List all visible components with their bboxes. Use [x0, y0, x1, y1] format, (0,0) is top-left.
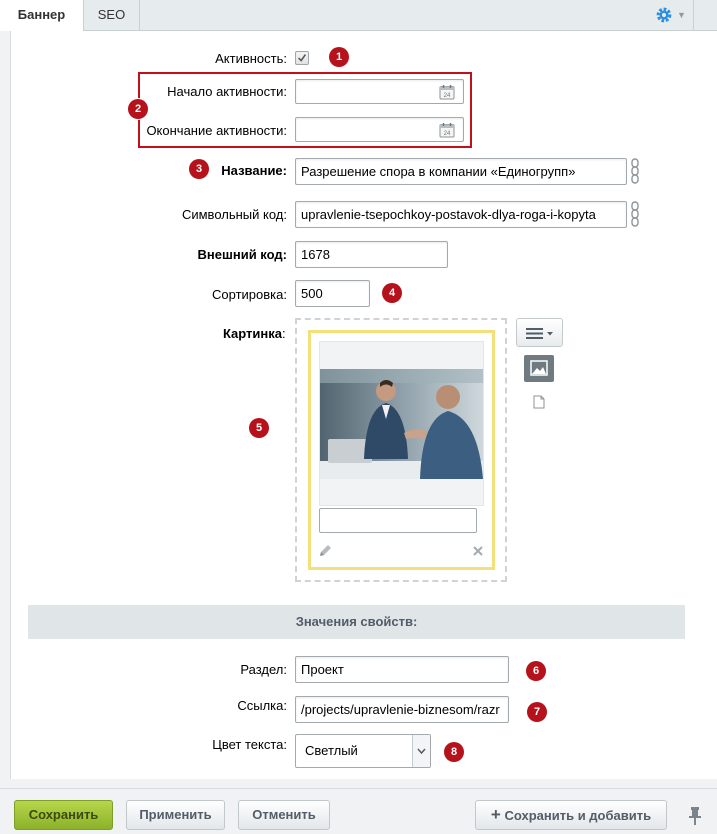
picture-label-colon: : [282, 326, 286, 341]
pencil-icon[interactable] [318, 544, 332, 558]
text-color-value: Светлый [305, 743, 358, 758]
chevron-down-icon[interactable]: ▼ [677, 10, 686, 20]
picture-label: Картинка [222, 326, 282, 341]
external-code-input[interactable]: 1678 [295, 241, 448, 268]
link-label: Ссылка: [237, 698, 287, 713]
file-icon[interactable] [533, 395, 545, 409]
chevron-down-icon [417, 747, 426, 755]
select-arrow [412, 735, 430, 767]
code-label: Символьный код: [181, 207, 287, 222]
cancel-button[interactable]: Отменить [238, 800, 330, 830]
badge-2: 2 [128, 99, 148, 119]
tab-bar [0, 0, 717, 31]
link-input[interactable]: /projects/upravlenie-biznesom/razr [295, 696, 509, 723]
active-checkbox[interactable] [295, 51, 309, 65]
badge-1: 1 [329, 47, 349, 67]
chain-link-icon[interactable] [630, 158, 640, 184]
badge-3: 3 [189, 159, 209, 179]
text-color-select[interactable] [295, 734, 431, 768]
badge-5: 5 [249, 418, 269, 438]
svg-text:24: 24 [443, 93, 451, 99]
apply-button[interactable]: Применить [126, 800, 225, 830]
text-color-label: Цвет текста: [212, 737, 287, 752]
active-label: Активность: [215, 51, 287, 66]
handshake-photo [320, 369, 483, 479]
end-date-label: Окончание активности: [146, 123, 287, 138]
plus-icon: + [490, 805, 501, 824]
external-code-label: Внешний код: [197, 247, 287, 262]
picture-menu-button[interactable] [516, 318, 563, 347]
badge-4: 4 [382, 283, 402, 303]
close-icon[interactable] [472, 545, 484, 557]
badge-7: 7 [527, 702, 547, 722]
start-date-label: Начало активности: [167, 84, 287, 99]
calendar-icon[interactable] [439, 84, 455, 100]
tab-seo[interactable]: SEO [84, 0, 140, 30]
code-input[interactable]: upravlenie-tsepochkoy-postavok-dlya-roga-i-kopyta [295, 201, 627, 228]
save-button[interactable]: Сохранить [14, 800, 113, 830]
badge-8: 8 [444, 742, 464, 762]
menu-icon [526, 328, 554, 339]
check-icon [296, 52, 308, 64]
image-mode-button[interactable] [524, 355, 554, 382]
save-and-add-button[interactable] [475, 800, 667, 830]
calendar-icon[interactable] [439, 122, 455, 138]
gear-icon[interactable] [655, 6, 673, 24]
properties-header: Значения свойств: [28, 605, 685, 639]
sort-label: Сортировка: [212, 287, 287, 302]
chain-link-icon[interactable] [630, 201, 640, 227]
pin-icon[interactable] [688, 806, 702, 826]
name-input[interactable]: Разрешение спора в компании «Единогрупп» [295, 158, 627, 185]
badge-6: 6 [526, 661, 546, 681]
picture-preview[interactable] [319, 341, 484, 506]
image-icon [530, 360, 548, 376]
svg-text:24: 24 [443, 131, 451, 137]
section-label: Раздел: [240, 662, 287, 677]
picture-description-input[interactable] [319, 508, 477, 533]
tab-banner[interactable]: Баннер [0, 0, 84, 31]
save-and-add-label: Сохранить и добавить [504, 808, 652, 823]
sort-input[interactable]: 500 [295, 280, 370, 307]
divider [693, 0, 694, 30]
section-input[interactable]: Проект [295, 656, 509, 683]
name-label: Название: [221, 163, 287, 178]
